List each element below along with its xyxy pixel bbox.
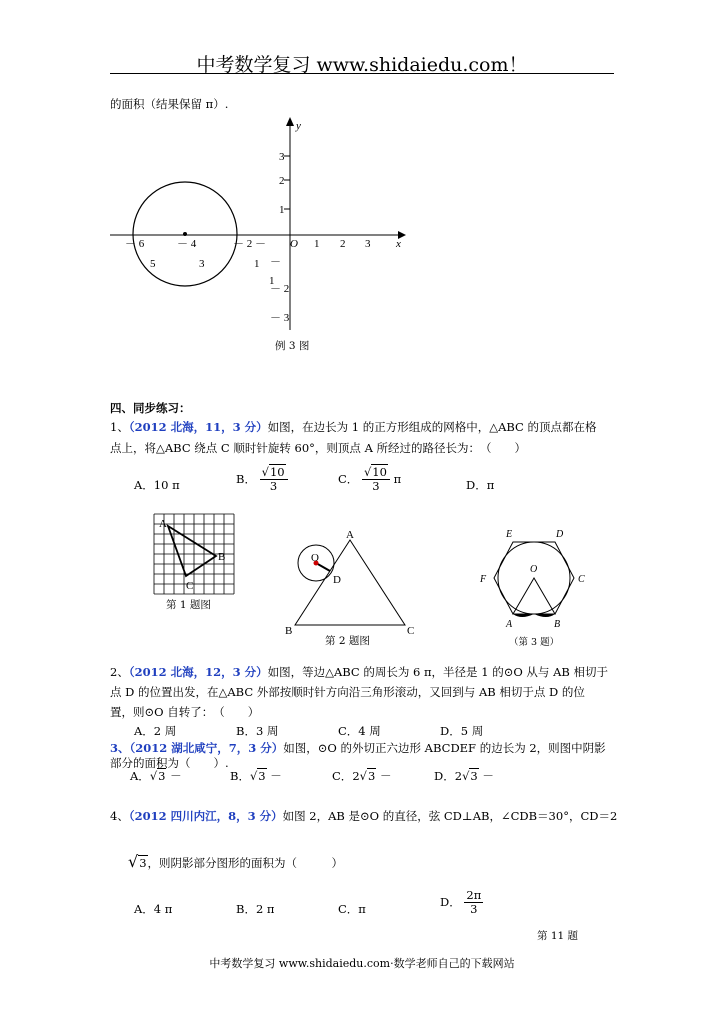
- fig2-label-d: D: [333, 574, 341, 586]
- q3-option-b-label: B．: [230, 769, 250, 783]
- fig3-label-c: C: [578, 574, 585, 585]
- q4-line2: √3，则阴影部分图形的面积为（ ）: [128, 852, 344, 871]
- q3-option-c: C．2√3 －: [332, 769, 392, 783]
- fig1-caption: 第 1 题图: [166, 599, 211, 611]
- q4-text1: 如图 2，AB 是⊙O 的直径，弦 CD⊥AB，∠CDB＝30°，CD＝2: [282, 809, 618, 823]
- circle-center: [183, 232, 187, 236]
- q2-text2: 点 D 的位置出发，在△ABC 外部按顺时针方向沿三角形滚动，又回到与 AB 相切于点 D 的位: [110, 685, 585, 699]
- y-neg-label: 1: [269, 275, 275, 287]
- q3-option-d-label: D．: [434, 769, 455, 783]
- q3-option-c-coef: 2: [352, 769, 360, 783]
- fig2-label-c: C: [407, 625, 415, 637]
- x-neg-label: － 4: [177, 238, 197, 250]
- fig1-label-b: B: [218, 551, 226, 563]
- q1-option-c-tail: π: [393, 472, 402, 487]
- q3-option-b: B．√3 －: [230, 769, 282, 783]
- q3-text1: 如图，⊙O 的外切正六边形 ABCDEF 的边长为 2，则图中阴影: [283, 741, 606, 755]
- q3-option-c-radicand: 3: [367, 769, 376, 783]
- q1-option-c-radicand: 10: [372, 465, 387, 479]
- q3-num: 3、: [110, 741, 130, 755]
- q1-option-c: [338, 466, 401, 492]
- q4-fig-caption: 第 11 题: [537, 930, 579, 942]
- q3-line1: [110, 740, 606, 756]
- q2-text3: 置，则⊙O 自转了： （ ）: [110, 705, 260, 719]
- fig3-label-b: B: [554, 619, 561, 630]
- q1-option-b: [236, 466, 288, 492]
- example3-caption: 例 3 图: [275, 340, 310, 352]
- x-label: x: [396, 238, 401, 250]
- x-neg-label: － 6: [125, 238, 145, 250]
- q1-num: 1、: [110, 420, 129, 434]
- q2-option-d: D．5 周: [440, 724, 484, 738]
- q3-source: （2012 湖北咸宁，7，3 分）: [129, 741, 284, 755]
- q2-num: 2、: [110, 665, 129, 679]
- fig3-caption: （第 3 题）: [509, 637, 560, 648]
- fig3-label-d: D: [556, 529, 564, 540]
- q4-option-a: A．4 π: [134, 902, 173, 916]
- page-header: 中考数学复习 www.shidaiedu.com！: [196, 54, 528, 76]
- q1-text2: 点上，将△ABC 绕点 C 顺时针旋转 60°，则顶点 A 所经过的路径长为： （ ）: [110, 441, 527, 455]
- q2-text1: 如图，等边△ABC 的周长为 6 π，半径是 1 的⊙O 从与 AB 相切于: [267, 665, 608, 679]
- q1-text1: 如图，在边长为 1 的正方形组成的网格中，△ABC 的顶点都在格: [267, 420, 597, 434]
- q4-option-d-label: D．: [440, 895, 461, 910]
- header-rule: [110, 73, 614, 74]
- fig3-label-e: E: [506, 529, 513, 540]
- q3-option-a-tail: －: [170, 769, 182, 783]
- triangle-oab: [513, 578, 555, 614]
- q3-option-c-tail: －: [379, 769, 392, 783]
- q1-option-b-label: B．: [236, 472, 256, 487]
- y-tick-label: 3: [279, 151, 285, 163]
- origin-label: O: [290, 238, 298, 250]
- q1-option-b-radicand: 10: [269, 465, 285, 479]
- fig3-label-a: A: [506, 619, 513, 630]
- q3-option-d-coef: 2: [454, 769, 463, 783]
- y-neg-label: －: [270, 256, 281, 268]
- x-neg-sub: 3: [199, 258, 205, 270]
- q3-text2: 部分的面积为（ ）.: [110, 756, 229, 770]
- x-tick-label: 2: [340, 238, 346, 250]
- q4-radicand: 3: [139, 856, 147, 870]
- figure2: [280, 525, 430, 640]
- y-neg-label: － 2: [270, 283, 290, 295]
- q1-option-a: A．10 π: [134, 478, 180, 492]
- y-label: y: [296, 120, 301, 132]
- q3-option-a: A．√3 －: [130, 769, 182, 783]
- x-tick-label: 3: [365, 238, 371, 250]
- q3-option-a-radicand: 3: [158, 769, 166, 783]
- q2-source: （2012 北海，12，3 分）: [128, 665, 268, 679]
- q4-num: 4、: [110, 809, 129, 823]
- fig2-caption: 第 2 题图: [325, 635, 370, 647]
- y-tick-label: 1: [279, 204, 285, 216]
- q1-option-c-den: 3: [372, 478, 380, 493]
- q1-line1: [110, 419, 597, 435]
- example3-figure: [100, 112, 420, 362]
- q2-option-c: C．4 周: [338, 724, 381, 738]
- fig3-label-f: F: [480, 574, 487, 585]
- q2-option-a: A．2 周: [134, 724, 177, 738]
- figure1: [148, 510, 243, 600]
- q4-option-d: [440, 889, 483, 915]
- q4-text2: ，则阴影部分图形的面积为（ ）: [147, 856, 344, 870]
- q4-source: （2012 四川内江，8，3 分）: [128, 809, 283, 823]
- q4-line1: [110, 808, 617, 824]
- q2-line1: [110, 664, 608, 680]
- x-neg-sub: 1: [254, 258, 260, 270]
- q1-option-d: D．π: [466, 478, 495, 492]
- q1-source: （2012 北海，11，3 分）: [128, 420, 268, 434]
- q3-option-b-radicand: 3: [258, 769, 266, 783]
- q3-option-d-radicand: 3: [470, 769, 478, 783]
- x-tick-label: 1: [314, 238, 320, 250]
- x-neg-label: － 2 －: [233, 238, 266, 250]
- q3-option-c-label: C．: [332, 769, 353, 783]
- fig2-label-b: B: [285, 625, 293, 637]
- y-axis-arrow: [286, 117, 294, 126]
- q3-option-d: D．2√3 －: [434, 769, 494, 783]
- fig3-label-o: O: [530, 564, 538, 575]
- q2-option-b: B．3 周: [236, 724, 279, 738]
- q4-option-d-num: 2π: [466, 888, 482, 902]
- q3-option-a-label: A．: [130, 769, 150, 783]
- q1-option-b-fraction: $\frac{√10}{3}$: [260, 466, 288, 492]
- intro-text: 的面积（结果保留 π）.: [110, 97, 229, 111]
- fig2-label-o: O: [311, 552, 319, 564]
- fig2-label-a: A: [346, 529, 354, 541]
- y-neg-label: － 3: [270, 312, 290, 324]
- q4-option-c: C．π: [338, 902, 366, 916]
- q4-option-b: B．2 π: [236, 902, 275, 916]
- y-tick-label: 2: [279, 175, 285, 187]
- figure3: [475, 522, 595, 634]
- q1-option-c-label: C．: [338, 472, 359, 487]
- section-title: 四、同步练习：: [110, 401, 191, 415]
- fig1-label-c: C: [186, 580, 194, 592]
- q3-option-d-tail: －: [482, 769, 494, 783]
- q1-option-c-fraction: $\frac{√10}{3}$: [362, 466, 390, 492]
- fig1-label-a: A: [159, 518, 167, 530]
- q3-option-b-tail: －: [270, 769, 282, 783]
- x-neg-sub: 5: [150, 258, 156, 270]
- q1-option-b-den: 3: [269, 478, 278, 493]
- q4-option-d-fraction: [464, 889, 483, 915]
- page-footer: 中考数学复习 www.shidaiedu.com·数学老师自己的下载网站: [209, 957, 515, 970]
- q4-option-d-den: 3: [470, 901, 478, 916]
- triangle-abc: [168, 526, 216, 576]
